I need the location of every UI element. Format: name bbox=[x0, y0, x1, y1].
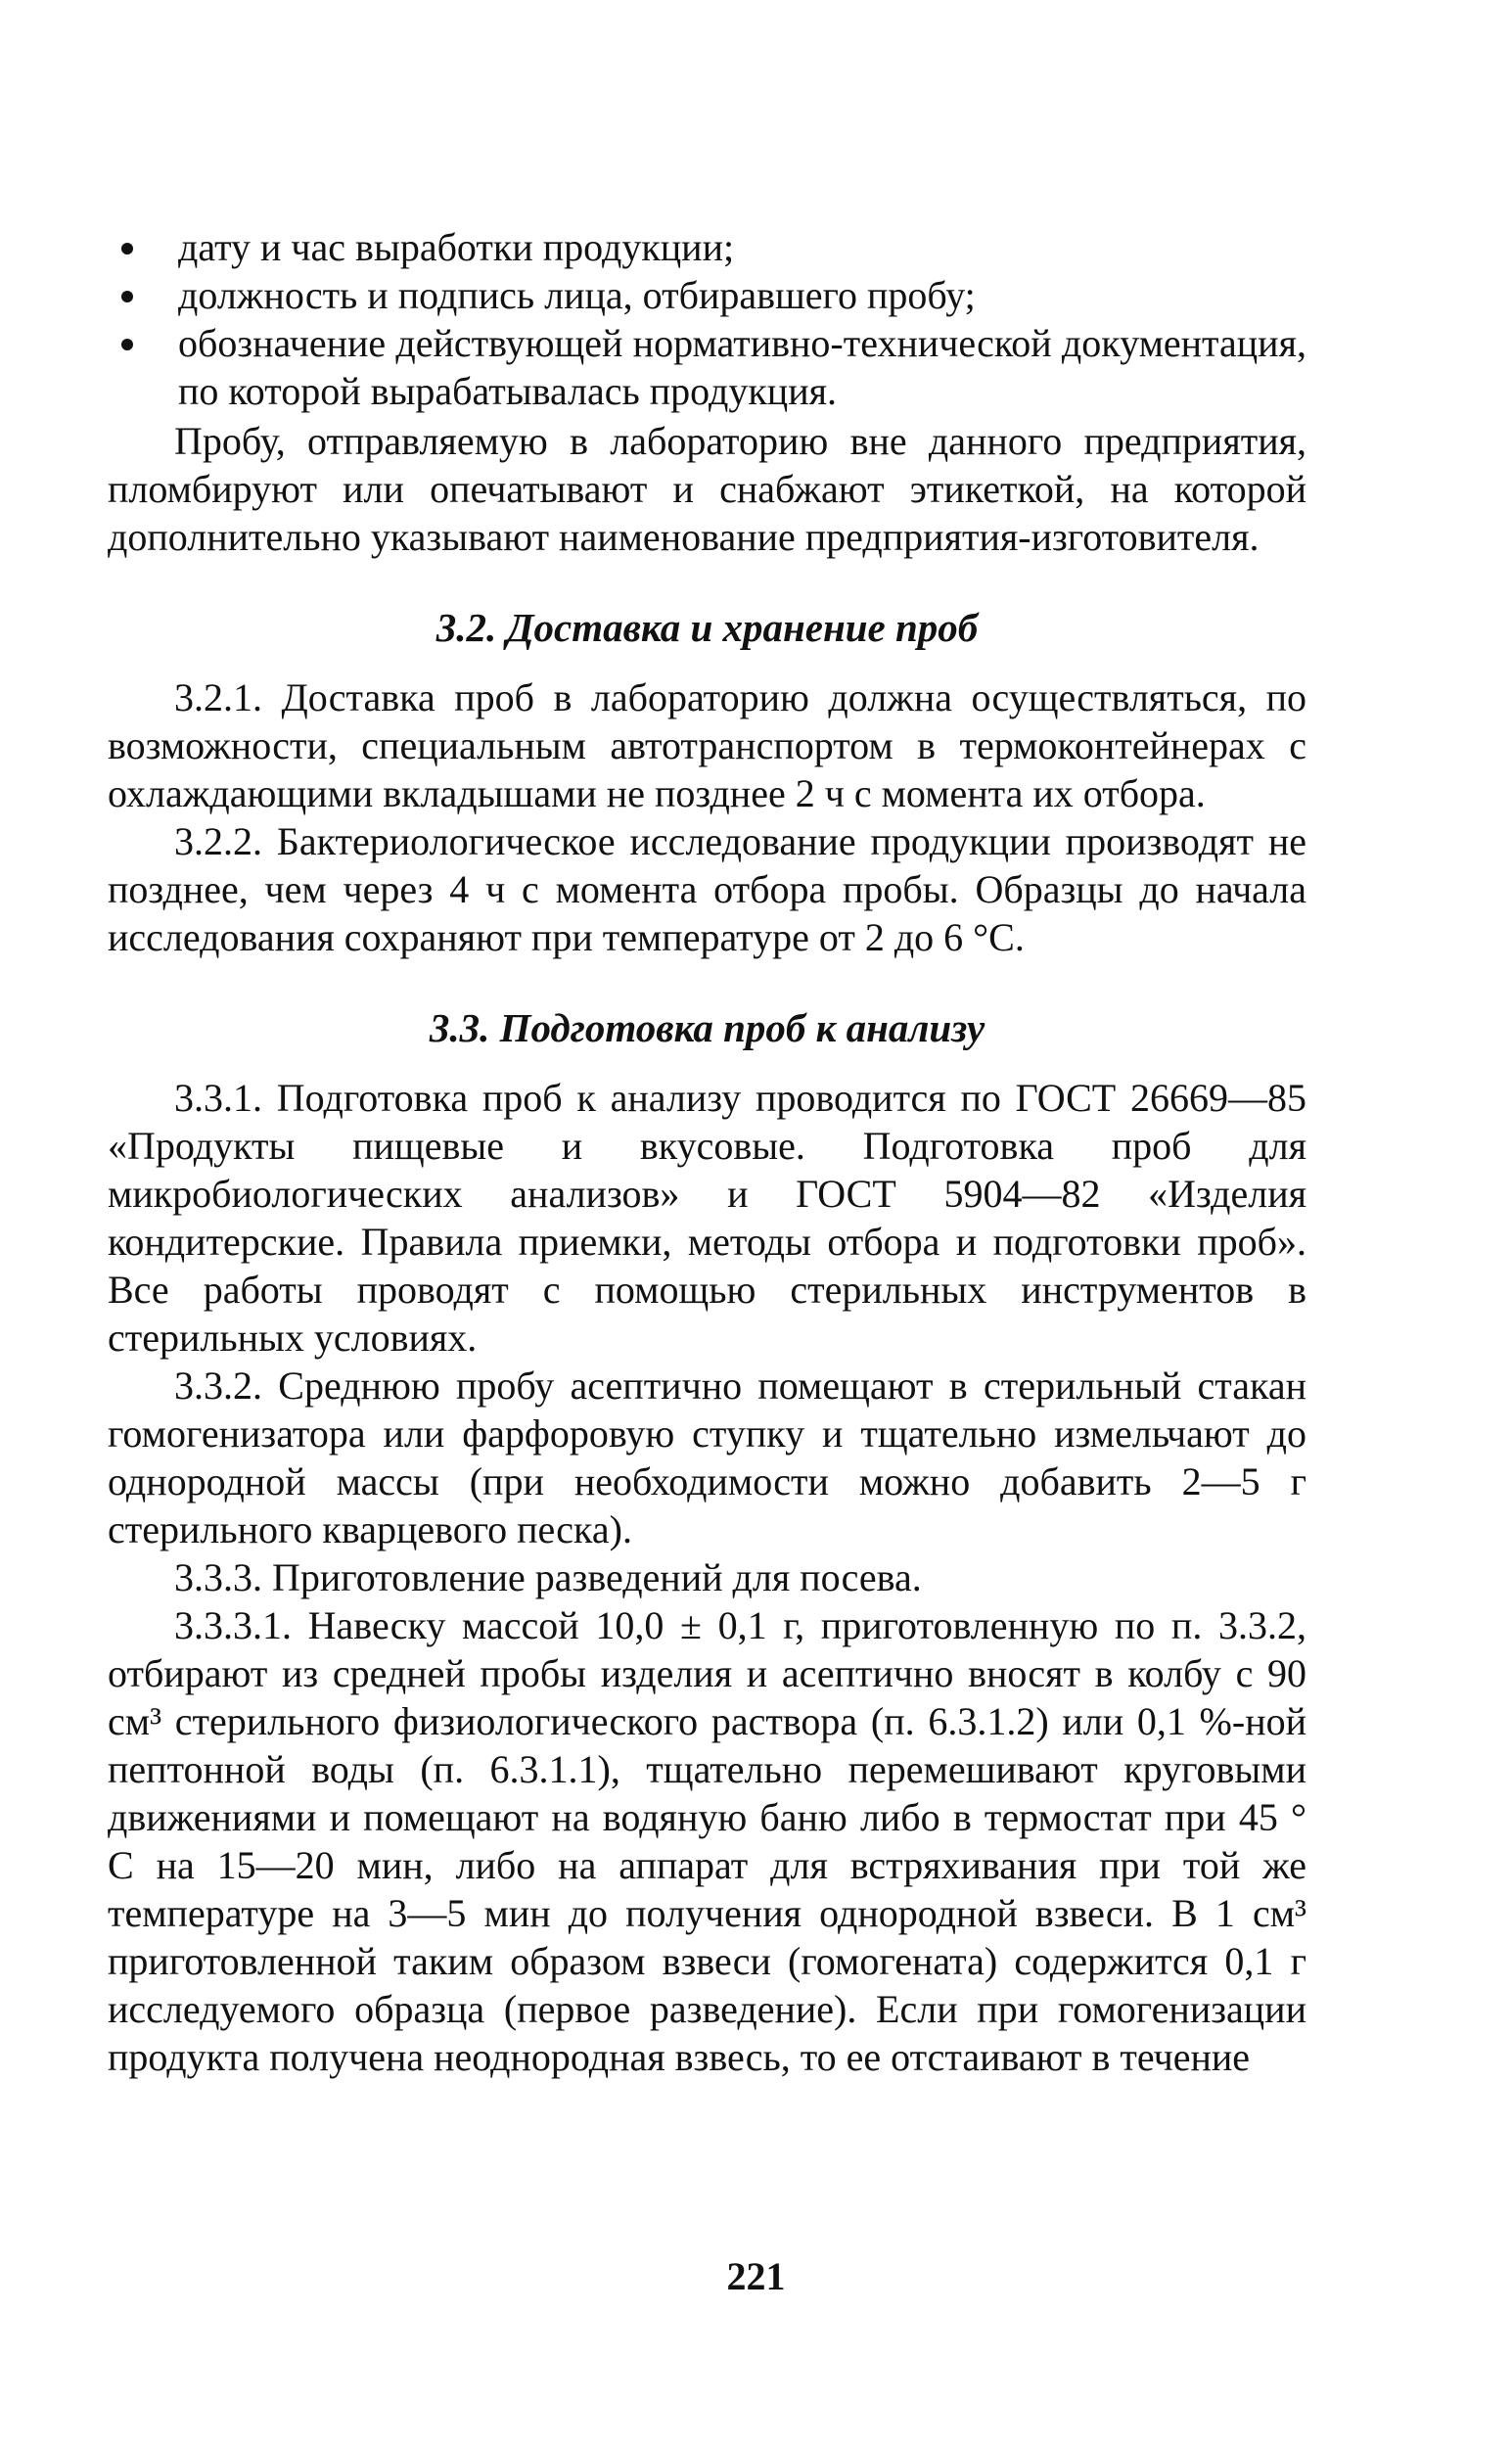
bullet-text: должность и подпись лица, отбиравшего пробу; bbox=[178, 273, 976, 317]
bullet-dot-icon bbox=[121, 339, 133, 350]
section-heading-3-3: 3.3. Подготовка проб к анализу bbox=[429, 1005, 985, 1050]
section-heading-3-2: 3.2. Доставка и хранение проб bbox=[435, 605, 979, 650]
page-body bbox=[108, 223, 1306, 2081]
bullet-item bbox=[108, 319, 1306, 415]
page-number: 221 bbox=[726, 2254, 786, 2298]
bullet-text: обозначение действующей нормативно-технической документация, по которой вырабатывалась продукция. bbox=[178, 321, 1306, 413]
bullet-item bbox=[108, 271, 1306, 319]
bullet-item bbox=[108, 223, 1306, 271]
bullet-dot-icon bbox=[121, 291, 133, 302]
paragraph-3-3-2: 3.3.2. Среднюю пробу асептично помещают в стерильный стакан гомогенизатора или фарфоровую ступку и тщательно измельчают до однородной массы (при необходимости можно добавить 2—5 г стерильного кварцевого песка). bbox=[108, 1364, 1306, 1551]
bullet-list bbox=[108, 223, 1306, 415]
bullet-text: дату и час выработки продукции; bbox=[178, 225, 735, 269]
paragraph-3-3-3: 3.3.3. Приготовление разведений для посева. bbox=[174, 1555, 922, 1599]
paragraph-3-3-1: 3.3.1. Подготовка проб к анализу проводится по ГОСТ 26669—85 «Продукты пищевые и вкусовые. Подготовка проб для микробиологических анализов» и ГОСТ 5904—82 «Изделия кондитерские. Правила приемки, методы отбора и подготовки проб». Все работы проводят с помощью стерильных инструментов в стерильных условиях. bbox=[108, 1076, 1306, 1360]
bullet-dot-icon bbox=[121, 243, 133, 254]
paragraph-3-3-3-1: 3.3.3.1. Навеску массой 10,0 ± 0,1 г, приготовленную по п. 3.3.2, отбирают из средней пробы изделия и асептично вносят в колбу с 90 см³ стерильного физиологического раствора (п. 6.3.1.2) или 0,1 %-ной пептонной воды (п. 6.3.1.1), тщательно перемешивают круговыми движениями и помещают на водяную баню либо в термостат при 45 ° С на 15—20 мин, либо на аппарат для встряхивания при той же температуре на 3—5 мин до получения однородной взвеси. В 1 см³ приготовленной таким образом взвеси (гомогената) содержится 0,1 г исследуемого образца (первое разведение). Если при гомогенизации продукта получена неоднородная взвесь, то ее отстаивают в течение bbox=[108, 1603, 1306, 2079]
paragraph-3-2-2: 3.2.2. Бактериологическое исследование продукции производят не позднее, чем через 4 ч с момента отбора пробы. Образцы до начала исследования сохраняют при температуре от 2 до 6 °С. bbox=[108, 819, 1306, 959]
intro-paragraph: Пробу, отправляемую в лабораторию вне данного предприятия, пломбируют или опечатывают и снабжают этикеткой, на которой дополнительно указывают наименование предприятия-изготовителя. bbox=[108, 419, 1306, 559]
paragraph-3-2-1: 3.2.1. Доставка проб в лабораторию должна осуществляться, по возможности, специальным автотранспортом в термоконтейнерах с охлаждающими вкладышами не позднее 2 ч с момента их отбора. bbox=[108, 675, 1306, 815]
